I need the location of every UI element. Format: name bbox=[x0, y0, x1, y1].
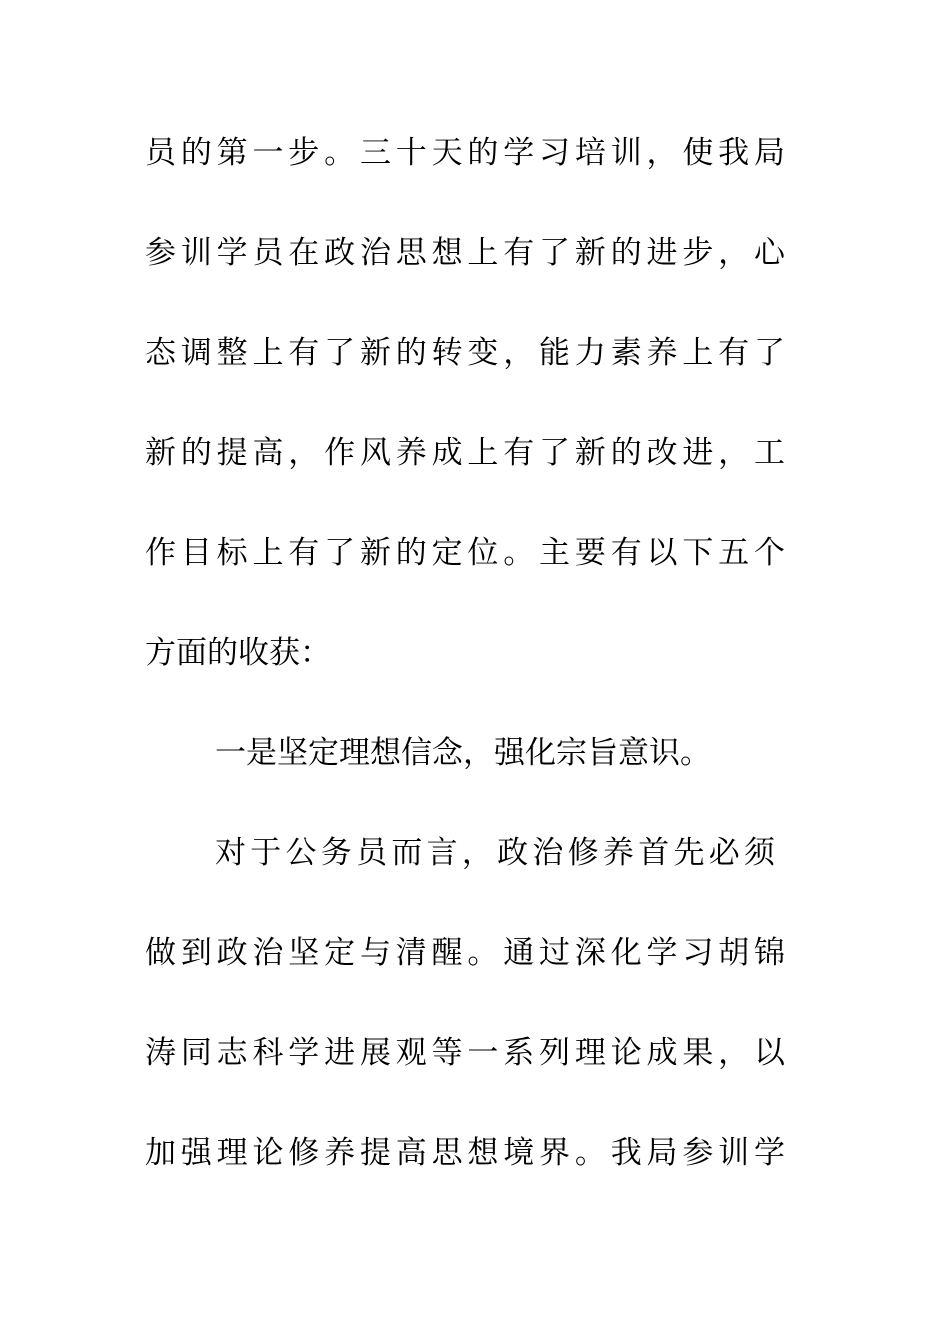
text-line-11: 加强理论修养提高思想境界。我局参训学 bbox=[145, 1135, 785, 1171]
text-line-5: 作目标上有了新的定位。主要有以下五个 bbox=[145, 535, 785, 571]
text-line-3: 态调整上有了新的转变，能力素养上有了 bbox=[145, 335, 785, 371]
text-line-9: 做到政治坚定与清醒。通过深化学习胡锦 bbox=[145, 935, 785, 971]
section-heading: 一是坚定理想信念，强化宗旨意识。 bbox=[215, 735, 711, 771]
text-line-6: 方面的收获： bbox=[145, 635, 331, 671]
text-line-10: 涛同志科学进展观等一系列理论成果，以 bbox=[145, 1035, 785, 1071]
text-line-2: 参训学员在政治思想上有了新的进步，心 bbox=[145, 235, 785, 271]
text-line-4: 新的提高，作风养成上有了新的改进，工 bbox=[145, 435, 785, 471]
text-line-1: 员的第一步。三十天的学习培训，使我局 bbox=[145, 135, 785, 171]
paragraph-first-line: 对于公务员而言，政治修养首先必须 bbox=[215, 835, 775, 871]
